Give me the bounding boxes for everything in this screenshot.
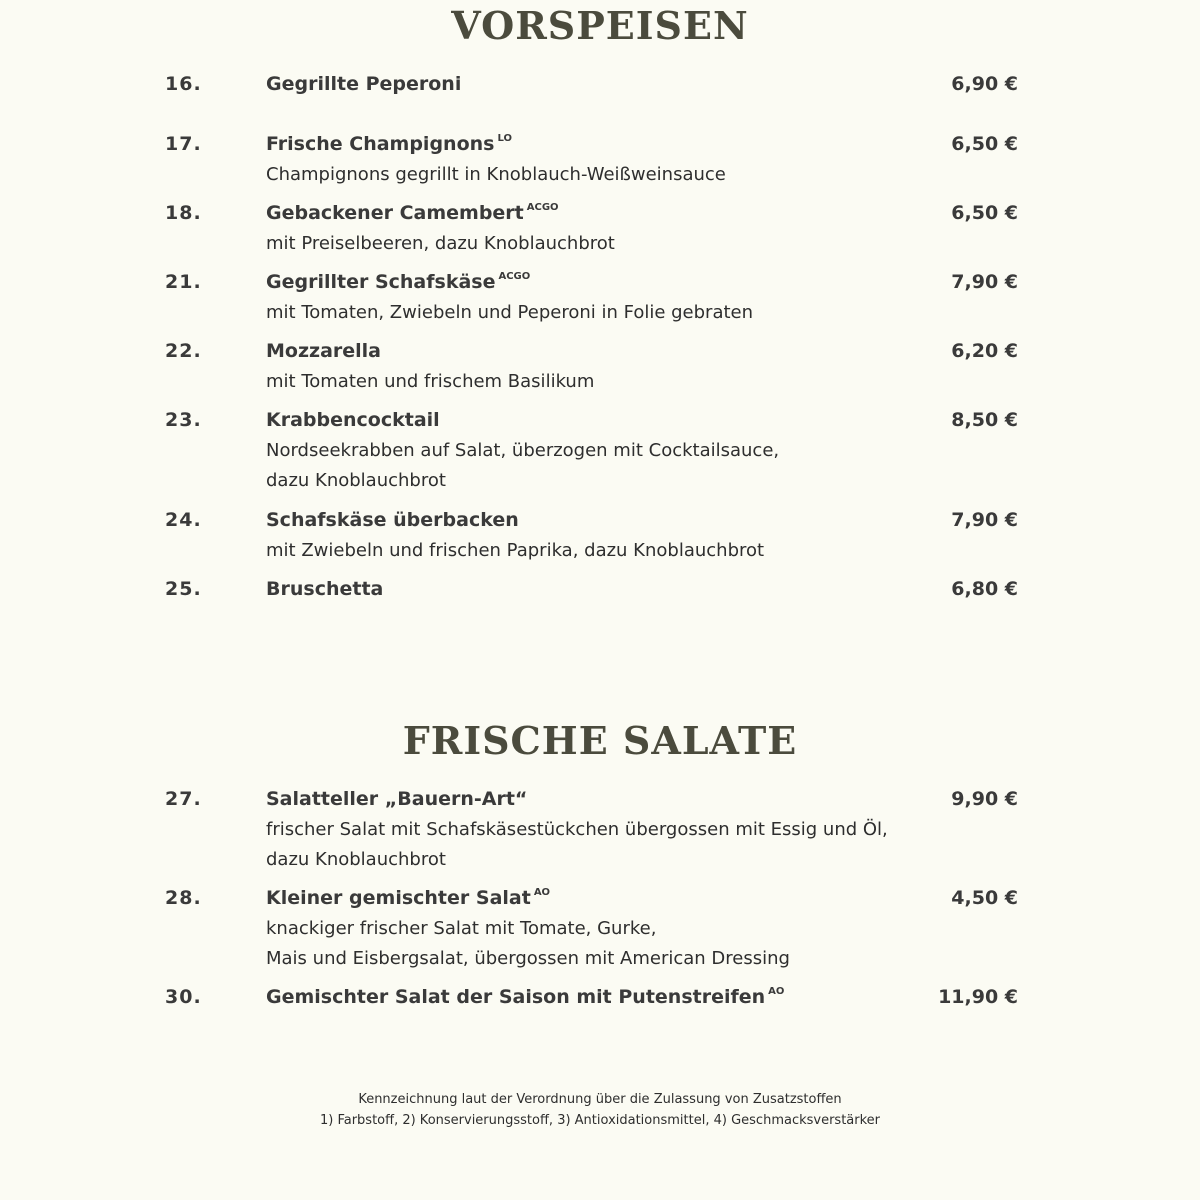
item-price: 6,80 € <box>951 578 1018 600</box>
item-description: frischer Salat mit Schafskäsestückchen übergossen mit Essig und Öl, dazu Knoblauchbrot <box>266 819 888 870</box>
item-name: Gegrillter Schafskäse $^{ACGO}$ <box>266 271 531 293</box>
item-number: 23. <box>165 409 202 431</box>
item-price: 9,90 € <box>951 788 1018 810</box>
item-price: 6,50 € <box>951 133 1018 155</box>
item-price: 11,90 € <box>938 986 1018 1008</box>
section-title-salate: FRISCHE SALATE <box>402 718 798 763</box>
item-number: 18. <box>165 202 202 224</box>
item-description: Champignons gegrillt in Knoblauch-Weißweinsauce <box>266 164 726 185</box>
item-number: 22. <box>165 340 202 362</box>
additives-footnote <box>0 1089 1200 1131</box>
item-description: mit Tomaten und frischem Basilikum <box>266 371 595 392</box>
item-name: Mozzarella <box>266 340 382 362</box>
allergen-code: LO <box>497 133 512 144</box>
item-number: 27. <box>165 788 202 810</box>
item-name: Frische Champignons $^{LO}$ <box>266 133 512 155</box>
item-price: 6,90 € <box>951 73 1018 95</box>
item-price: 6,20 € <box>951 340 1018 362</box>
item-name: Bruschetta <box>266 578 384 600</box>
item-price: 8,50 € <box>951 409 1018 431</box>
item-price: 6,50 € <box>951 202 1018 224</box>
item-number: 25. <box>165 578 202 600</box>
item-number: 28. <box>165 887 202 909</box>
item-name: Gebackener Camembert $^{ACGO}$ <box>266 202 559 224</box>
item-number: 30. <box>165 986 202 1008</box>
item-description: mit Preiselbeeren, dazu Knoblauchbrot <box>266 233 615 254</box>
item-description: mit Zwiebeln und frischen Paprika, dazu Knoblauchbrot <box>266 540 765 561</box>
item-price: 7,90 € <box>951 271 1018 293</box>
item-description: Nordseekrabben auf Salat, überzogen mit Cocktailsauce, dazu Knoblauchbrot <box>266 440 780 491</box>
item-price: 4,50 € <box>951 887 1018 909</box>
item-number: 16. <box>165 73 202 95</box>
item-name: Kleiner gemischter Salat $^{AO}$ <box>266 887 551 909</box>
item-name: Gemischter Salat der Saison mit Putenstreifen $^{AO}$ <box>266 986 785 1008</box>
item-number: 17. <box>165 133 202 155</box>
footnote-line: 1) Farbstoff, 2) Konservierungsstoff, 3) Antioxidationsmittel, 4) Geschmacksverstärker <box>319 1113 881 1128</box>
item-description: knackiger frischer Salat mit Tomate, Gurke, Mais und Eisbergsalat, übergossen mit American Dressing <box>266 918 790 969</box>
allergen-code: AO <box>533 887 551 898</box>
allergen-code: ACGO <box>498 271 531 282</box>
footnote-line: Kennzeichnung laut der Verordnung über die Zulassung von Zusatzstoffen <box>358 1092 842 1107</box>
item-name: Schafskäse überbacken <box>266 509 519 531</box>
allergen-code: ACGO <box>526 202 559 213</box>
item-name: Gegrillte Peperoni <box>266 73 462 95</box>
item-number: 24. <box>165 509 202 531</box>
item-price: 7,90 € <box>951 509 1018 531</box>
item-description: mit Tomaten, Zwiebeln und Peperoni in Folie gebraten <box>266 302 754 323</box>
item-name: Salatteller „Bauern-Art“ <box>266 788 528 810</box>
allergen-code: AO <box>768 986 785 997</box>
item-name: Krabbencocktail <box>266 409 440 431</box>
section-title-vorspeisen: VORSPEISEN <box>451 3 749 48</box>
item-number: 21. <box>165 271 202 293</box>
